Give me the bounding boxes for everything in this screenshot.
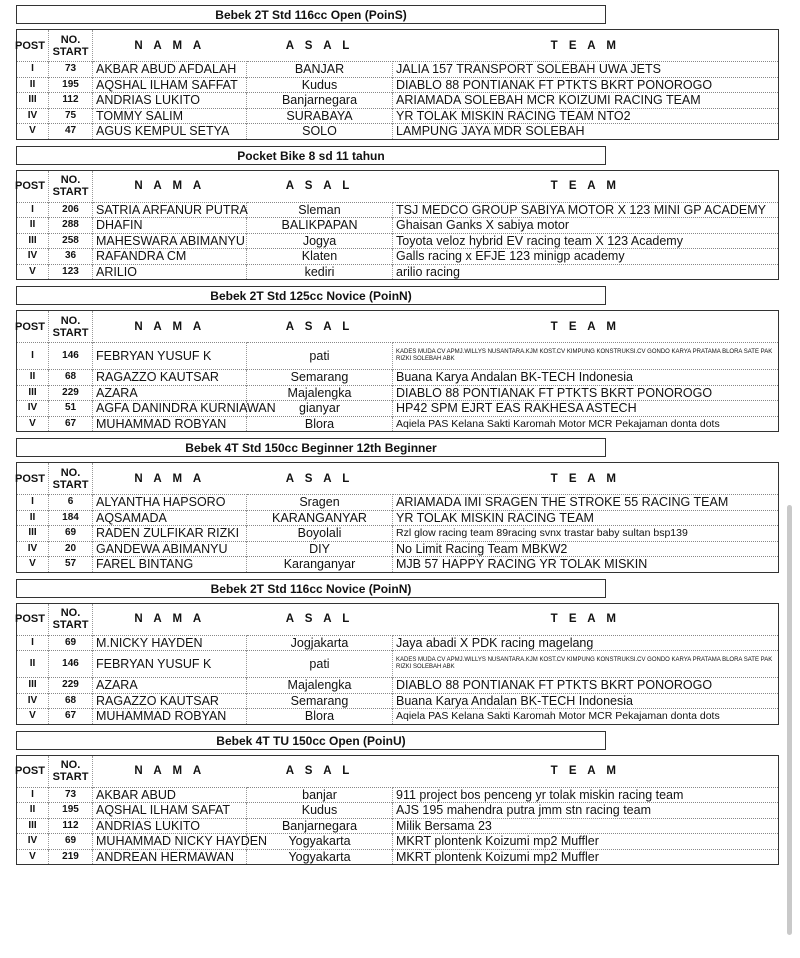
team-cell: HP42 SPM EJRT EAS RAKHESA ASTECH xyxy=(393,401,779,417)
team-cell: Rzl glow racing team 89racing svnx trastar baby sultan bsp139 xyxy=(393,526,779,542)
rider-name-cell: SATRIA ARFANUR PUTRA xyxy=(93,202,247,218)
origin-cell: Klaten xyxy=(247,249,393,265)
start-number-cell: 69 xyxy=(49,834,93,850)
position-cell: I xyxy=(17,495,49,511)
team-cell: MJB 57 HAPPY RACING YR TOLAK MISKIN xyxy=(393,557,779,573)
rider-name-cell: ANDREAN HERMAWAN xyxy=(93,849,247,865)
origin-cell: SOLO xyxy=(247,124,393,140)
start-number-cell: 258 xyxy=(49,233,93,249)
class-title: Bebek 4T Std 150cc Beginner 12th Beginner xyxy=(16,438,606,457)
origin-cell: Yogyakarta xyxy=(247,834,393,850)
header-nama: N A M A xyxy=(134,39,206,52)
table-row xyxy=(17,495,779,511)
origin-cell: Yogyakarta xyxy=(247,849,393,865)
team-cell: 911 project bos penceng yr tolak miskin racing team xyxy=(393,787,779,803)
position-cell: III xyxy=(17,526,49,542)
position-cell: IV xyxy=(17,401,49,417)
rider-name-cell: ALYANTHA HAPSORO xyxy=(93,495,247,511)
rider-name-cell: FEBRYAN YUSUF K xyxy=(93,343,247,370)
start-number-cell: 112 xyxy=(49,818,93,834)
results-table xyxy=(16,603,779,725)
table-header-row xyxy=(17,170,779,202)
header-asal: A S A L xyxy=(285,39,354,52)
rider-name-cell: ANDRIAS LUKITO xyxy=(93,818,247,834)
rider-name-cell: GANDEWA ABIMANYU xyxy=(93,541,247,557)
table-row xyxy=(17,787,779,803)
rider-name-cell: AZARA xyxy=(93,678,247,694)
origin-cell: pati xyxy=(247,651,393,678)
rider-name-cell: AKBAR ABUD xyxy=(93,787,247,803)
table-row xyxy=(17,834,779,850)
position-cell: IV xyxy=(17,541,49,557)
table-row xyxy=(17,202,779,218)
start-number-cell: 195 xyxy=(49,77,93,93)
header-nama: N A M A xyxy=(134,320,206,333)
team-cell: arilio racing xyxy=(393,264,779,280)
origin-cell: Sleman xyxy=(247,202,393,218)
start-number-cell: 47 xyxy=(49,124,93,140)
table-row xyxy=(17,124,779,140)
header-no-start: NO. START xyxy=(49,463,93,495)
class-title: Bebek 4T TU 150cc Open (PoinU) xyxy=(16,731,606,750)
position-cell: II xyxy=(17,218,49,234)
position-cell: III xyxy=(17,818,49,834)
table-row xyxy=(17,541,779,557)
table-row xyxy=(17,693,779,709)
team-cell: DIABLO 88 PONTIANAK FT PTKTS BKRT PONOROGO xyxy=(393,385,779,401)
team-cell: TSJ MEDCO GROUP SABIYA MOTOR X 123 MINI GP ACADEMY xyxy=(393,202,779,218)
team-cell: MKRT plontenk Koizumi mp2 Muffler xyxy=(393,849,779,865)
header-nama: N A M A xyxy=(134,472,206,485)
table-row xyxy=(17,93,779,109)
origin-cell: Blora xyxy=(247,709,393,725)
results-table xyxy=(16,462,779,573)
start-number-cell: 73 xyxy=(49,62,93,78)
header-no-start: NO. START xyxy=(49,170,93,202)
start-number-cell: 36 xyxy=(49,249,93,265)
table-header-row xyxy=(17,311,779,343)
header-pos: POST xyxy=(17,170,49,202)
team-cell: Ghaisan Ganks X sabiya motor xyxy=(393,218,779,234)
start-number-cell: 20 xyxy=(49,541,93,557)
table-row xyxy=(17,233,779,249)
table-row xyxy=(17,370,779,386)
class-title: Pocket Bike 8 sd 11 tahun xyxy=(16,146,606,165)
header-nama: N A M A xyxy=(134,180,206,192)
start-number-cell: 112 xyxy=(49,93,93,109)
origin-cell: Banjarnegara xyxy=(247,818,393,834)
origin-cell: Kudus xyxy=(247,77,393,93)
table-row xyxy=(17,803,779,819)
team-cell: AJS 195 mahendra putra jmm stn racing team xyxy=(393,803,779,819)
class-title: Bebek 2T Std 125cc Novice (PoinN) xyxy=(16,286,606,305)
class-title: Bebek 2T Std 116cc Novice (PoinN) xyxy=(16,579,606,598)
team-cell: KADES MUDA CV APMJ.WILLYS NUSANTARA.KJM KOST.CV KIMPUNG KONSTRUKSI.CV GONDO KARYA PRATAMA BLORA SATE PAK RIZKI SOLEBAH ABK xyxy=(393,651,779,678)
team-cell: Galls racing x EFJE 123 minigp academy xyxy=(393,249,779,265)
origin-cell: kediri xyxy=(247,264,393,280)
header-team: T E A M xyxy=(550,765,620,777)
table-row xyxy=(17,709,779,725)
rider-name-cell: MUHAMMAD ROBYAN xyxy=(93,709,247,725)
team-cell: Milik Bersama 23 xyxy=(393,818,779,834)
table-header-row xyxy=(17,755,779,787)
start-number-cell: 146 xyxy=(49,343,93,370)
position-cell: V xyxy=(17,709,49,725)
origin-cell: Jogya xyxy=(247,233,393,249)
start-number-cell: 229 xyxy=(49,385,93,401)
table-row xyxy=(17,62,779,78)
start-number-cell: 219 xyxy=(49,849,93,865)
team-cell: LAMPUNG JAYA MDR SOLEBAH xyxy=(393,124,779,140)
team-cell: YR TOLAK MISKIN RACING TEAM NTO2 xyxy=(393,108,779,124)
results-table xyxy=(16,170,779,281)
start-number-cell: 288 xyxy=(49,218,93,234)
table-row xyxy=(17,264,779,280)
position-cell: IV xyxy=(17,108,49,124)
table-row xyxy=(17,108,779,124)
origin-cell: BANJAR xyxy=(247,62,393,78)
start-number-cell: 69 xyxy=(49,526,93,542)
origin-cell: gianyar xyxy=(247,401,393,417)
position-cell: III xyxy=(17,233,49,249)
origin-cell: KARANGANYAR xyxy=(247,510,393,526)
origin-cell: DIY xyxy=(247,541,393,557)
rider-name-cell: AKBAR ABUD AFDALAH xyxy=(93,62,247,78)
team-cell: ARIAMADA IMI SRAGEN THE STROKE 55 RACING TEAM xyxy=(393,495,779,511)
origin-cell: Sragen xyxy=(247,495,393,511)
rider-name-cell: FEBRYAN YUSUF K xyxy=(93,651,247,678)
origin-cell: Semarang xyxy=(247,370,393,386)
rider-name-cell: MAHESWARA ABIMANYU xyxy=(93,233,247,249)
origin-cell: Boyolali xyxy=(247,526,393,542)
table-row xyxy=(17,401,779,417)
table-row xyxy=(17,77,779,93)
start-number-cell: 51 xyxy=(49,401,93,417)
header-no-start: NO. START xyxy=(49,30,93,62)
table-row xyxy=(17,343,779,370)
header-asal: A S A L xyxy=(285,765,354,777)
origin-cell: Kudus xyxy=(247,803,393,819)
start-number-cell: 67 xyxy=(49,709,93,725)
header-no-start: NO. START xyxy=(49,311,93,343)
team-cell: Aqiela PAS Kelana Sakti Karomah Motor MCR Pekajaman donta dots xyxy=(393,416,779,432)
rider-name-cell: M.NICKY HAYDEN xyxy=(93,635,247,651)
start-number-cell: 229 xyxy=(49,678,93,694)
position-cell: II xyxy=(17,803,49,819)
header-team: T E A M xyxy=(550,39,620,52)
header-asal: A S A L xyxy=(285,613,354,625)
table-row xyxy=(17,678,779,694)
origin-cell: Majalengka xyxy=(247,385,393,401)
table-row xyxy=(17,635,779,651)
position-cell: III xyxy=(17,678,49,694)
team-cell: DIABLO 88 PONTIANAK FT PTKTS BKRT PONOROGO xyxy=(393,678,779,694)
position-cell: IV xyxy=(17,834,49,850)
start-number-cell: 75 xyxy=(49,108,93,124)
race-class-section xyxy=(16,438,778,573)
start-number-cell: 68 xyxy=(49,370,93,386)
start-number-cell: 73 xyxy=(49,787,93,803)
team-cell: Jaya abadi X PDK racing magelang xyxy=(393,635,779,651)
header-pos: POST xyxy=(17,463,49,495)
results-table xyxy=(16,29,779,140)
header-asal: A S A L xyxy=(285,180,354,192)
start-number-cell: 195 xyxy=(49,803,93,819)
team-cell: DIABLO 88 PONTIANAK FT PTKTS BKRT PONOROGO xyxy=(393,77,779,93)
rider-name-cell: ANDRIAS LUKITO xyxy=(93,93,247,109)
table-header-row xyxy=(17,603,779,635)
position-cell: V xyxy=(17,557,49,573)
start-number-cell: 6 xyxy=(49,495,93,511)
start-number-cell: 123 xyxy=(49,264,93,280)
origin-cell: Majalengka xyxy=(247,678,393,694)
header-team: T E A M xyxy=(550,472,620,485)
team-cell: Toyota veloz hybrid EV racing team X 123 Academy xyxy=(393,233,779,249)
table-row xyxy=(17,416,779,432)
rider-name-cell: AGFA DANINDRA KURNIAWAN xyxy=(93,401,247,417)
table-row xyxy=(17,510,779,526)
position-cell: V xyxy=(17,416,49,432)
header-no-start: NO. START xyxy=(49,755,93,787)
table-row xyxy=(17,818,779,834)
position-cell: I xyxy=(17,62,49,78)
team-cell: Buana Karya Andalan BK-TECH Indonesia xyxy=(393,370,779,386)
position-cell: IV xyxy=(17,249,49,265)
table-header-row xyxy=(17,463,779,495)
rider-name-cell: RAFANDRA CM xyxy=(93,249,247,265)
position-cell: V xyxy=(17,264,49,280)
rider-name-cell: MUHAMMAD ROBYAN xyxy=(93,416,247,432)
position-cell: III xyxy=(17,385,49,401)
origin-cell: Jogjakarta xyxy=(247,635,393,651)
origin-cell: Semarang xyxy=(247,693,393,709)
table-row xyxy=(17,385,779,401)
rider-name-cell: AZARA xyxy=(93,385,247,401)
rider-name-cell: RAGAZZO KAUTSAR xyxy=(93,370,247,386)
table-row xyxy=(17,526,779,542)
table-row xyxy=(17,218,779,234)
rider-name-cell: RAGAZZO KAUTSAR xyxy=(93,693,247,709)
position-cell: I xyxy=(17,343,49,370)
start-number-cell: 184 xyxy=(49,510,93,526)
race-class-section xyxy=(16,286,778,432)
header-no-start: NO. START xyxy=(49,603,93,635)
rider-name-cell: AQSAMADA xyxy=(93,510,247,526)
rider-name-cell: MUHAMMAD NICKY HAYDEN xyxy=(93,834,247,850)
results-sheet xyxy=(16,5,778,871)
table-row xyxy=(17,557,779,573)
header-asal: A S A L xyxy=(285,472,354,485)
start-number-cell: 206 xyxy=(49,202,93,218)
race-class-section xyxy=(16,5,778,140)
origin-cell: Karanganyar xyxy=(247,557,393,573)
start-number-cell: 67 xyxy=(49,416,93,432)
rider-name-cell: AQSHAL ILHAM SAFAT xyxy=(93,803,247,819)
position-cell: I xyxy=(17,635,49,651)
position-cell: II xyxy=(17,77,49,93)
table-row xyxy=(17,651,779,678)
team-cell: No Limit Racing Team MBKW2 xyxy=(393,541,779,557)
header-pos: POST xyxy=(17,603,49,635)
header-asal: A S A L xyxy=(285,320,354,333)
team-cell: Buana Karya Andalan BK-TECH Indonesia xyxy=(393,693,779,709)
origin-cell: Banjarnegara xyxy=(247,93,393,109)
rider-name-cell: AGUS KEMPUL SETYA xyxy=(93,124,247,140)
table-header-row xyxy=(17,30,779,62)
header-nama: N A M A xyxy=(134,613,206,625)
team-cell: JALIA 157 TRANSPORT SOLEBAH UWA JETS xyxy=(393,62,779,78)
start-number-cell: 146 xyxy=(49,651,93,678)
origin-cell: SURABAYA xyxy=(247,108,393,124)
race-class-section xyxy=(16,146,778,281)
table-row xyxy=(17,849,779,865)
team-cell: MKRT plontenk Koizumi mp2 Muffler xyxy=(393,834,779,850)
results-table xyxy=(16,755,779,866)
team-cell: ARIAMADA SOLEBAH MCR KOIZUMI RACING TEAM xyxy=(393,93,779,109)
table-row xyxy=(17,249,779,265)
rider-name-cell: TOMMY SALIM xyxy=(93,108,247,124)
position-cell: II xyxy=(17,510,49,526)
start-number-cell: 69 xyxy=(49,635,93,651)
header-pos: POST xyxy=(17,311,49,343)
position-cell: III xyxy=(17,93,49,109)
team-cell: YR TOLAK MISKIN RACING TEAM xyxy=(393,510,779,526)
start-number-cell: 68 xyxy=(49,693,93,709)
rider-name-cell: DHAFIN xyxy=(93,218,247,234)
race-class-section xyxy=(16,731,778,866)
team-cell: Aqiela PAS Kelana Sakti Karomah Motor MCR Pekajaman donta dots xyxy=(393,709,779,725)
vertical-scrollbar[interactable] xyxy=(787,505,792,935)
rider-name-cell: ARILIO xyxy=(93,264,247,280)
race-class-section xyxy=(16,579,778,725)
header-team: T E A M xyxy=(550,613,620,625)
origin-cell: banjar xyxy=(247,787,393,803)
start-number-cell: 57 xyxy=(49,557,93,573)
header-pos: POST xyxy=(17,755,49,787)
position-cell: II xyxy=(17,370,49,386)
header-team: T E A M xyxy=(550,320,620,333)
class-title: Bebek 2T Std 116cc Open (PoinS) xyxy=(16,5,606,24)
position-cell: V xyxy=(17,124,49,140)
header-pos: POST xyxy=(17,30,49,62)
origin-cell: pati xyxy=(247,343,393,370)
position-cell: I xyxy=(17,202,49,218)
team-cell: KADES MUDA CV APMJ.WILLYS NUSANTARA.KJM KOST.CV KIMPUNG KONSTRUKSI.CV GONDO KARYA PRATAMA BLORA SATE PAK RIZKI SOLEBAH ABK xyxy=(393,343,779,370)
header-nama: N A M A xyxy=(134,765,206,777)
header-team: T E A M xyxy=(550,180,620,192)
position-cell: V xyxy=(17,849,49,865)
rider-name-cell: FAREL BINTANG xyxy=(93,557,247,573)
position-cell: I xyxy=(17,787,49,803)
results-table xyxy=(16,310,779,432)
position-cell: IV xyxy=(17,693,49,709)
rider-name-cell: AQSHAL ILHAM SAFFAT xyxy=(93,77,247,93)
position-cell: II xyxy=(17,651,49,678)
origin-cell: BALIKPAPAN xyxy=(247,218,393,234)
origin-cell: Blora xyxy=(247,416,393,432)
rider-name-cell: RADEN ZULFIKAR RIZKI xyxy=(93,526,247,542)
